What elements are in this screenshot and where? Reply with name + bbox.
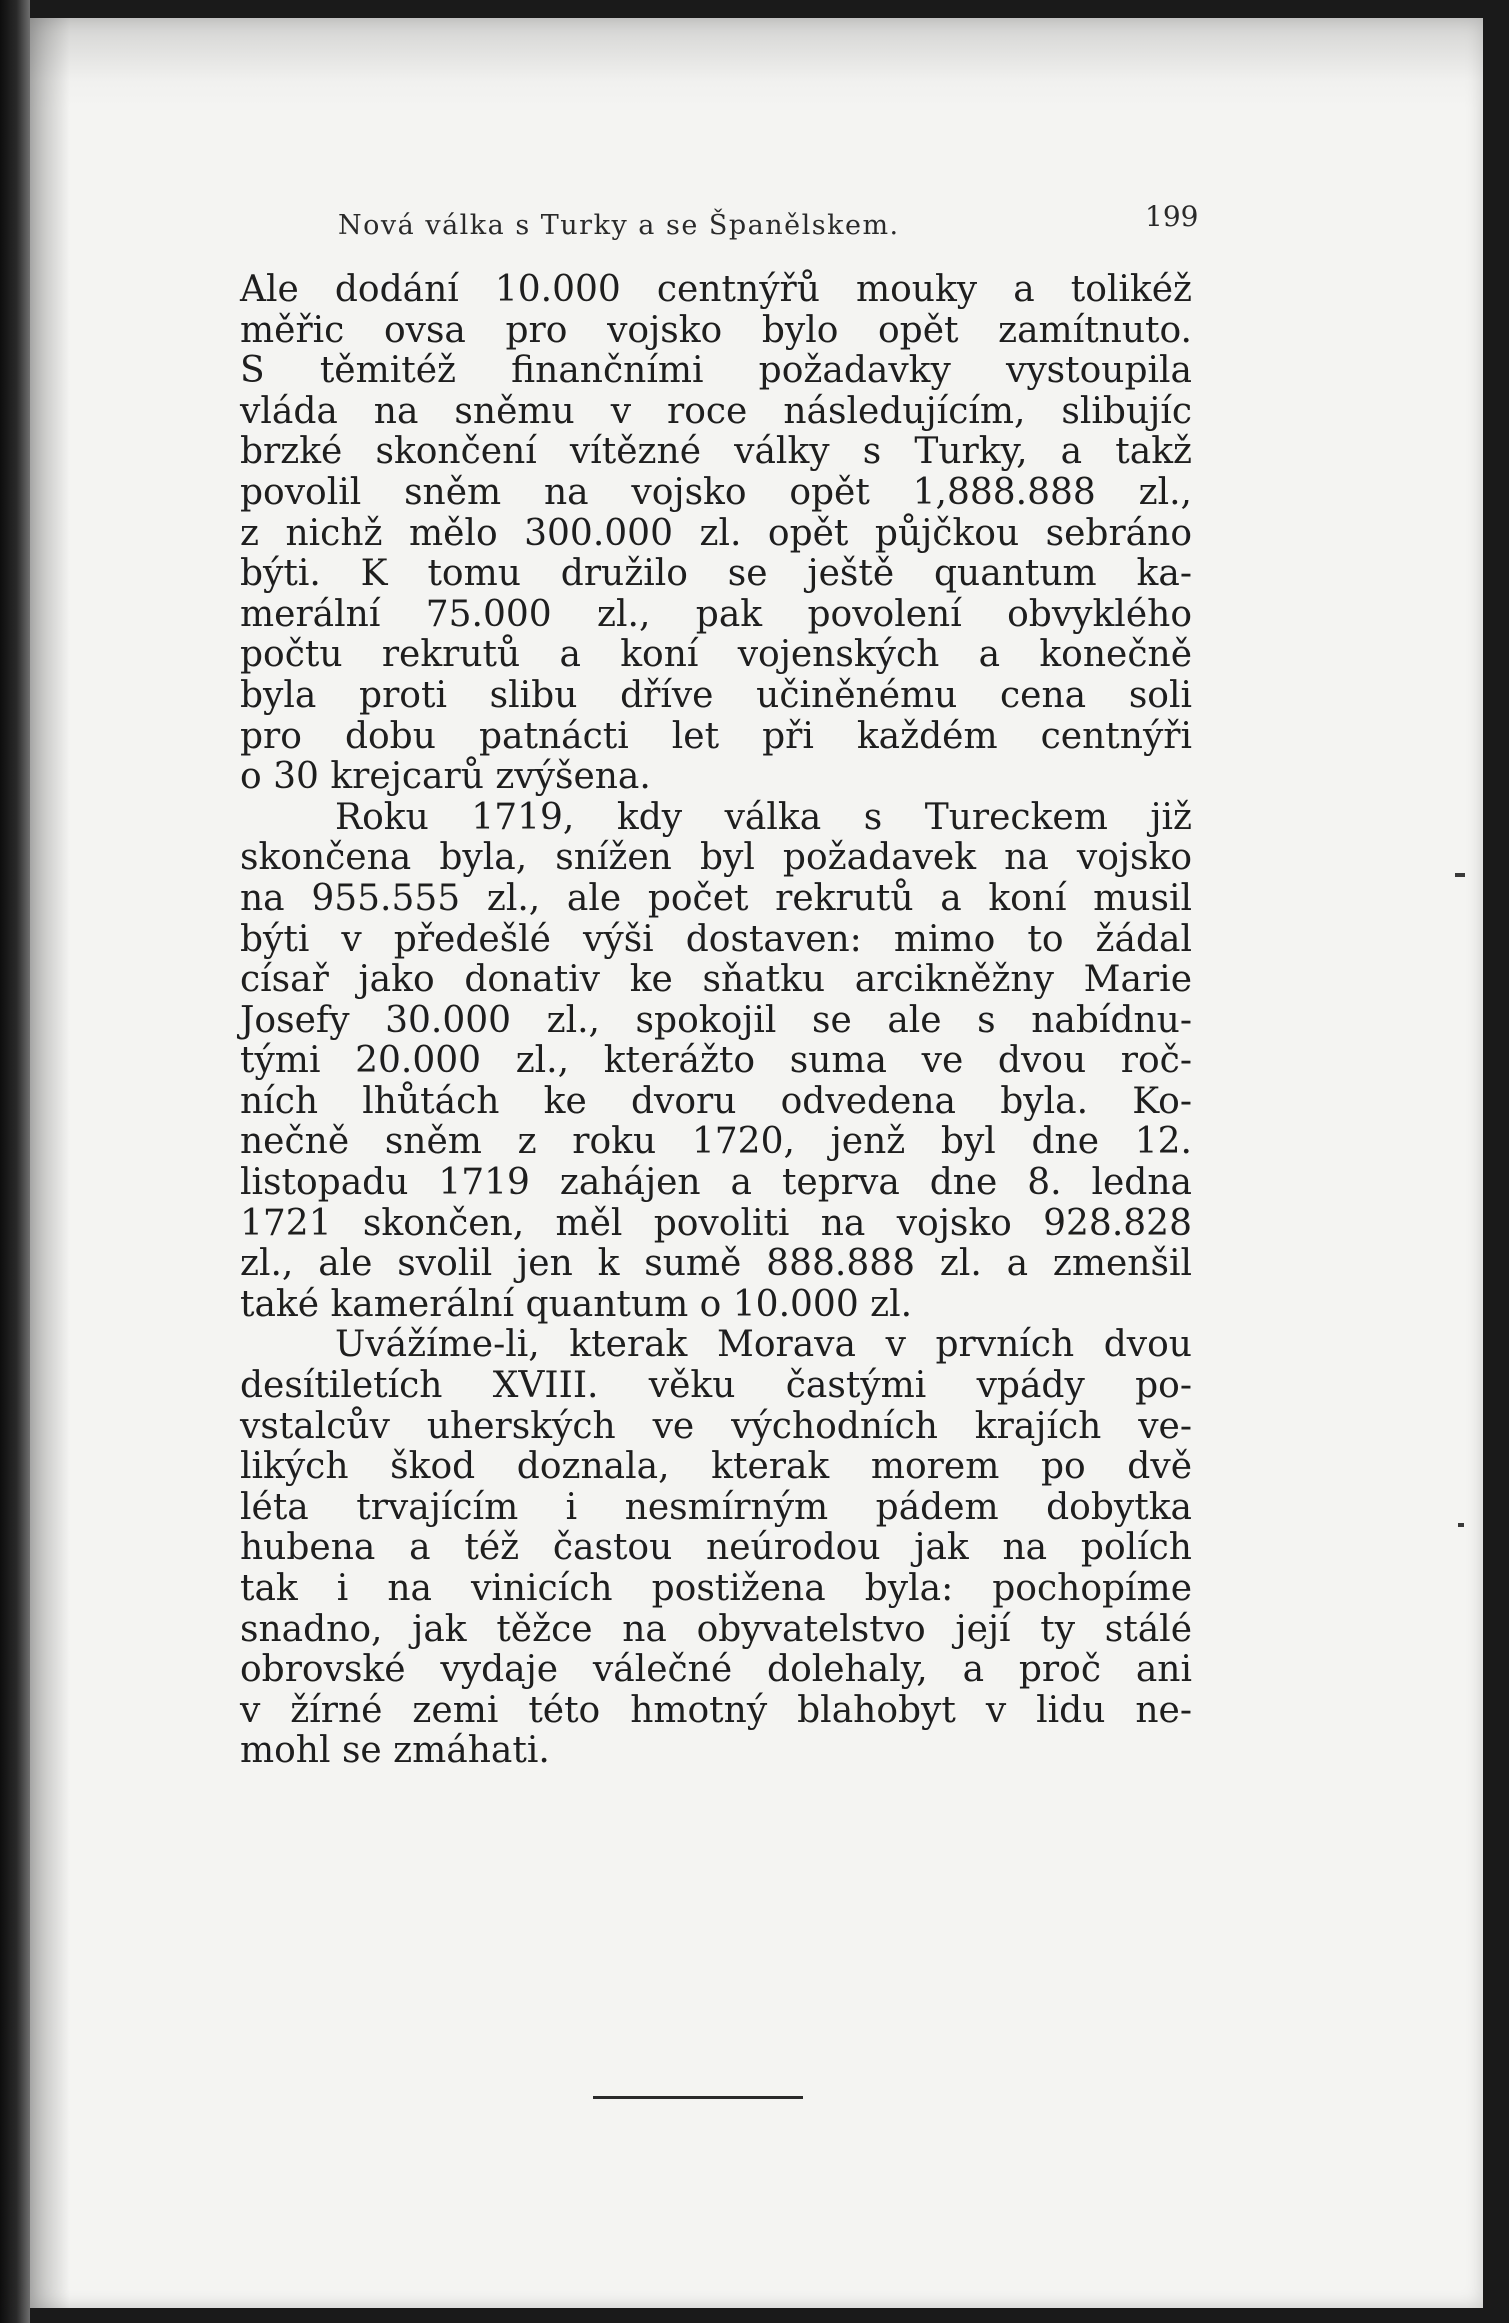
end-rule xyxy=(593,2096,803,2099)
text-line: pro dobu patnácti let při každém centnýři xyxy=(240,715,1192,757)
text-line: brzké skončení vítězné války s Turky, a takž xyxy=(240,431,1192,473)
text-line: skončena byla, snížen byl požadavek na vojsko xyxy=(240,837,1192,879)
text-line: vláda na sněmu v roce následujícím, slibujíc xyxy=(240,390,1192,432)
text-line: 1721 skončen, měl povoliti na vojsko 928.828 xyxy=(240,1202,1192,1244)
text-line: býti. K tomu družilo se ještě quantum ka- xyxy=(240,553,1192,595)
text-line: léta trvajícím i nesmírným pádem dobytka xyxy=(240,1486,1192,1528)
paragraph-1 xyxy=(240,270,1192,798)
text-line: počtu rekrutů a koní vojenských a konečně xyxy=(240,634,1192,676)
text-line: na 955.555 zl., ale počet rekrutů a koní musil xyxy=(240,877,1192,919)
running-title: Nová válka s Turky a se Španělskem. xyxy=(338,210,900,241)
text-line: také kamerální quantum o 10.000 zl. xyxy=(240,1283,913,1325)
text-line: ních lhůtách ke dvoru odvedena byla. Ko- xyxy=(240,1080,1192,1122)
text-line: Ale dodání 10.000 centnýřů mouky a tolikéž xyxy=(240,269,1192,310)
text-line: měřic ovsa pro vojsko bylo opět zamítnuto. xyxy=(240,309,1192,351)
scan-speck xyxy=(1458,1523,1464,1527)
book-page xyxy=(30,18,1483,2308)
text-line: císař jako donativ ke sňatku arcikněžny Marie xyxy=(240,959,1192,1001)
text-line: mohl se zmáhati. xyxy=(240,1730,550,1772)
text-line: snadno, jak těžce na obyvatelstvo její ty stálé xyxy=(240,1608,1192,1650)
text-line: býti v předešlé výši dostaven: mimo to žádal xyxy=(240,918,1192,960)
text-line: tými 20.000 zl., kterážto suma ve dvou roč- xyxy=(240,1040,1192,1082)
text-line: desítiletích XVIII. věku častými vpády po- xyxy=(240,1365,1192,1407)
text-line: Roku 1719, kdy válka s Tureckem již xyxy=(335,796,1192,838)
text-line: o 30 krejcarů zvýšena. xyxy=(240,756,651,798)
text-line: obrovské vydaje válečné dolehaly, a proč ani xyxy=(240,1649,1192,1691)
text-line: hubena a též častou neúrodou jak na polích xyxy=(240,1527,1192,1569)
paragraph-3 xyxy=(240,1325,1192,1772)
text-line: povolil sněm na vojsko opět 1,888.888 zl., xyxy=(240,471,1192,513)
text-line: merální 75.000 zl., pak povolení obvyklého xyxy=(240,593,1192,635)
text-line: Josefy 30.000 zl., spokojil se ale s nabídnu- xyxy=(240,999,1192,1041)
text-line: nečně sněm z roku 1720, jenž byl dne 12. xyxy=(240,1121,1192,1163)
text-line: Uvážíme-li, kterak Morava v prvních dvou xyxy=(335,1324,1192,1366)
text-line: listopadu 1719 zahájen a teprva dne 8. ledna xyxy=(240,1162,1192,1204)
text-line: zl., ale svolil jen k sumě 888.888 zl. a zmenšil xyxy=(240,1243,1192,1285)
text-line: tak i na vinicích postižena byla: pochopíme xyxy=(240,1568,1192,1609)
page-header xyxy=(30,200,1483,250)
paragraph-2 xyxy=(240,798,1192,1326)
body-text xyxy=(240,270,1192,1772)
text-line: likých škod doznala, kterak morem po dvě xyxy=(240,1446,1192,1488)
text-line: S těmitéž finančními požadavky vystoupila xyxy=(240,350,1192,392)
book-spine-edge xyxy=(0,0,30,2323)
text-line: v žírné zemi této hmotný blahobyt v lidu ne- xyxy=(240,1689,1192,1731)
page-number: 199 xyxy=(1145,200,1199,233)
text-line: z nichž mělo 300.000 zl. opět půjčkou sebráno xyxy=(240,512,1192,554)
text-line: vstalcův uherských ve východních krajích ve- xyxy=(240,1405,1192,1447)
text-line: byla proti slibu dříve učiněnému cena soli xyxy=(240,674,1192,716)
scan-speck xyxy=(1455,873,1465,877)
